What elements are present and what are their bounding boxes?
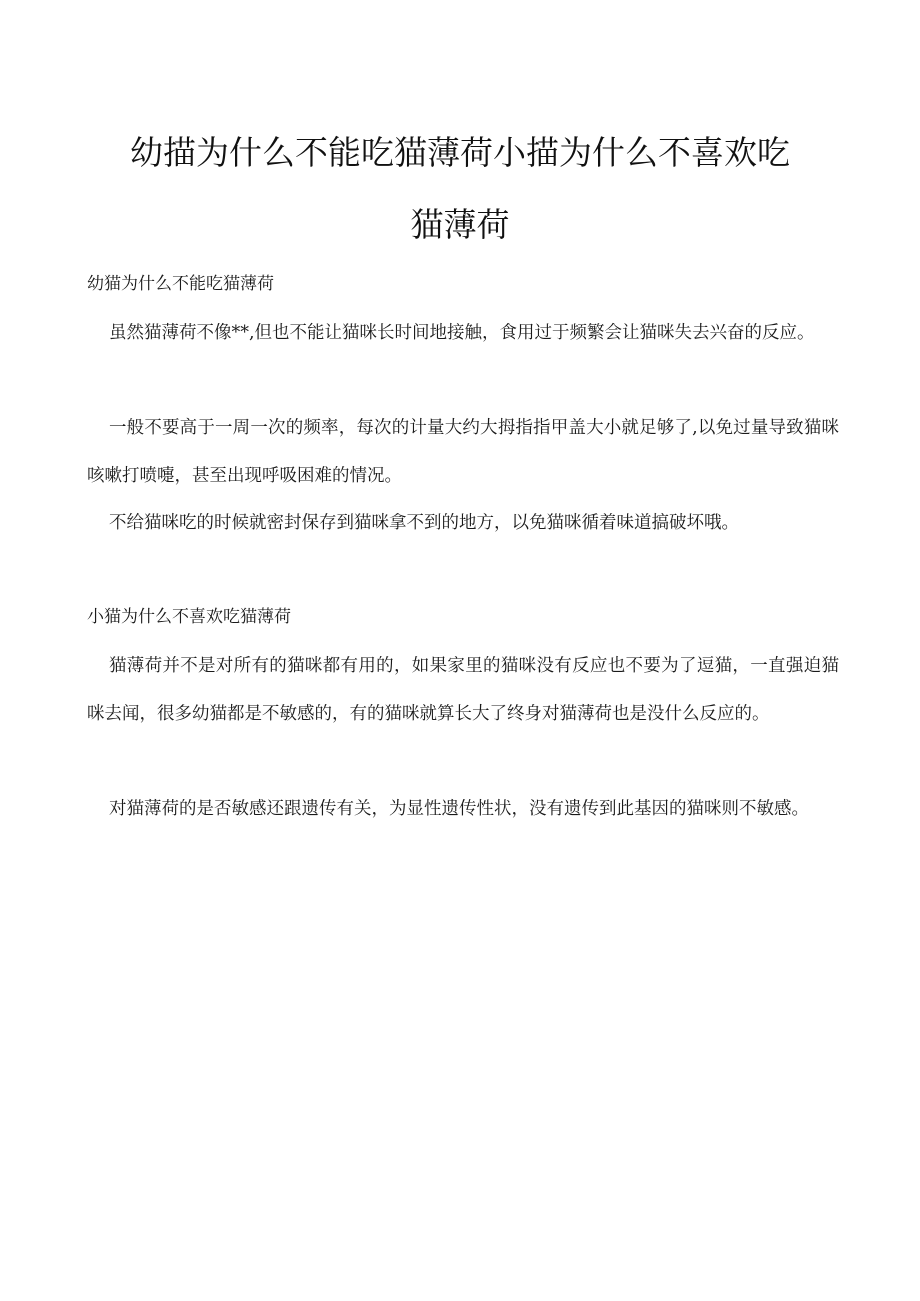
section-1-paragraph-1: 虽然猫薄荷不像**,但也不能让猫咪长时间地接触，食用过于频繁会让猫咪失去兴奋的反应。 — [109, 323, 815, 343]
document-title-line-2: 猫薄荷 — [410, 205, 510, 244]
section-2-paragraph-2: 对猫薄荷的是否敏感还跟遗传有关，为显性遗传性状，没有遗传到此基因的猫咪则不敏感。 — [109, 799, 809, 819]
section-2-paragraph-1: 猫薄荷并不是对所有的猫咪都有用的，如果家里的猫咪没有反应也不要为了逗猫，一直强迫猫咪去闻，很多幼猫都是不敏感的，有的猫咪就算长大了终身对猫薄荷也是没什么反应的。 — [87, 656, 839, 724]
document-title-line-1: 幼描为什么不能吃猫薄荷小描为什么不喜欢吃 — [130, 133, 790, 172]
section-1-paragraph-3: 不给猫咪吃的时候就密封保存到猫咪拿不到的地方，以免猫咪循着味道搞破坏哦。 — [109, 513, 739, 533]
section-1-heading: 幼猫为什么不能吃猫薄荷 — [87, 274, 274, 294]
section-2-heading: 小猫为什么不喜欢吃猫薄荷 — [87, 607, 291, 627]
section-1-paragraph-2: 一般不要高于一周一次的频率，每次的计量大约大拇指指甲盖大小就足够了,以免过量导致猫咪咳嗽打喷嚏，甚至出现呼吸困难的情况。 — [87, 418, 839, 486]
